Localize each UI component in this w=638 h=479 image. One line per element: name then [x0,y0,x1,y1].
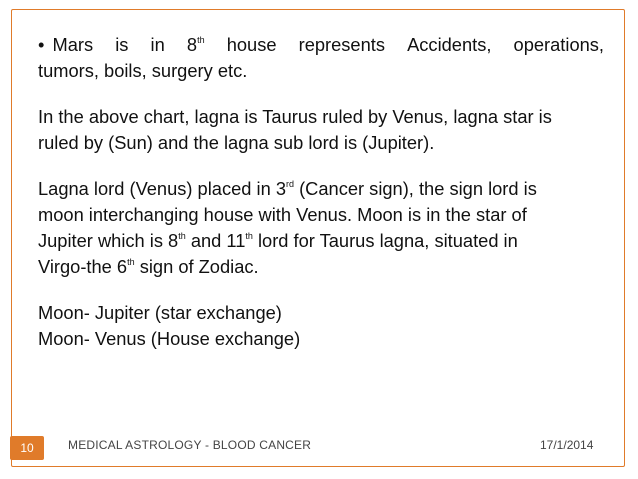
text-line: In the above chart, lagna is Taurus ruled by Venus, lagna star is [38,106,552,127]
text-line: moon interchanging house with Venus. Moon is in the star of [38,204,527,225]
footer-date: 17/1/2014 [540,438,594,452]
text-line: Moon- Jupiter (star exchange) [38,302,282,323]
slide-content [38,32,604,352]
slide-footer [0,434,638,464]
page-number-badge: 10 [10,436,44,460]
bullet-icon: • [38,34,45,55]
paragraph-lagna-lord [38,176,604,280]
text-line: ruled by (Sun) and the lagna sub lord is (Jupiter). [38,132,435,153]
paragraph-mars [38,32,604,84]
text-line: • Mars is in 8th house represents Accidents, operations, [38,34,604,55]
text-line: Moon- Venus (House exchange) [38,328,301,349]
text-line: tumors, boils, surgery etc. [38,60,248,81]
footer-title: MEDICAL ASTROLOGY - BLOOD CANCER [68,438,312,452]
text-line: Lagna lord (Venus) placed in 3rd (Cancer sign), the sign lord is [38,178,537,199]
text-line: Virgo-the 6th sign of Zodiac. [38,256,259,277]
text-line: Jupiter which is 8th and 11th lord for Taurus lagna, situated in [38,230,518,251]
paragraph-exchanges [38,300,604,352]
paragraph-lagna [38,104,604,156]
